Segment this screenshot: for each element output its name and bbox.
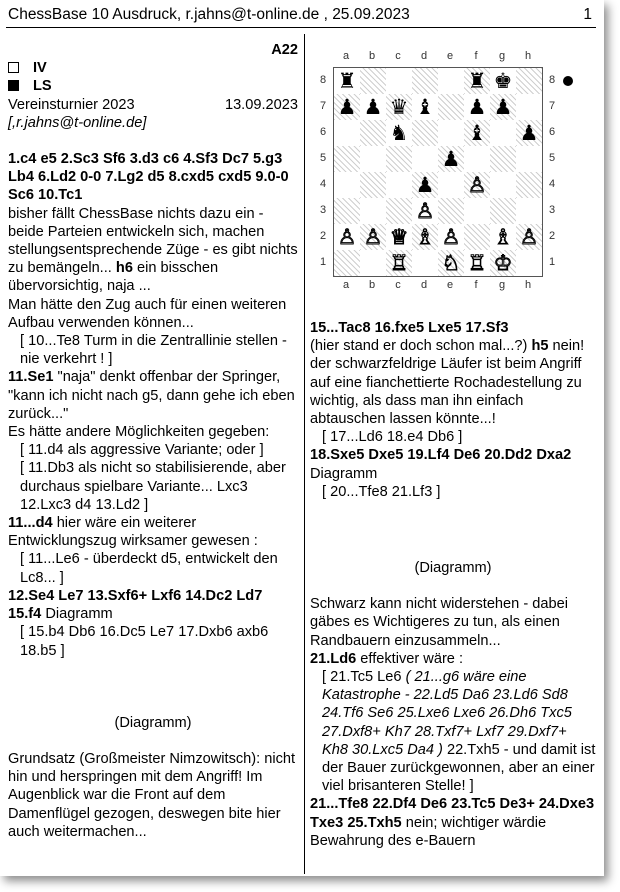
annotation: Schwarz kann nicht widerstehen - dabei gäbes es Wichtigeres zu tun, als einen Randbauern einzusammeln...: [310, 596, 568, 649]
white-player: IV: [8, 59, 298, 77]
rank-label-left: 8: [319, 74, 327, 86]
annotation: Grundsatz (Großmeister Nimzowitsch): nicht hin und herspringen mit dem Angriff! Im Augenblick war die Front auf dem Damenflügel gezogen, deswegen bite hier auch weitermachen...: [8, 750, 296, 840]
board-square-b3: [360, 198, 386, 224]
file-label-top: g: [498, 50, 506, 62]
variation: [ 10...Te8 Turm in die Zentrallinie stellen - nie verkehrt ! ]: [20, 333, 287, 368]
spacer: [310, 577, 596, 595]
board-square-e8: [438, 68, 464, 94]
file-label-top: h: [524, 50, 532, 62]
board-square-f2: [464, 224, 490, 250]
file-label-bottom: d: [420, 279, 428, 291]
board-square-a6: [334, 120, 360, 146]
chess-piece-f1: ♖: [467, 251, 487, 275]
chess-piece-a7: ♟: [337, 95, 357, 119]
file-label-bottom: a: [342, 279, 350, 291]
rank-label-left: 2: [319, 230, 327, 242]
event-line: [8, 96, 298, 114]
board-square-d1: [412, 250, 438, 276]
rank-label-left: 3: [319, 204, 327, 216]
file-label-bottom: g: [498, 279, 506, 291]
file-label-bottom: b: [368, 279, 376, 291]
file-label-top: f: [474, 50, 478, 62]
rank-label-right: 3: [548, 204, 556, 216]
variation: [ 20...Tfe8 21.Lf3 ]: [322, 483, 441, 500]
board-square-c3: [386, 198, 412, 224]
chess-piece-c6: ♞: [389, 121, 409, 145]
board-square-d6: [412, 120, 438, 146]
annotation: 11...d4 hier wäre ein weiterer Entwicklungszug wirksamer gewesen :: [8, 515, 258, 550]
side-to-move-icon: [563, 76, 573, 86]
spacer: [8, 660, 298, 714]
chess-piece-h2: ♙: [519, 225, 539, 249]
rank-label-right: 6: [548, 126, 556, 138]
rank-label-left: 7: [319, 100, 327, 112]
board-square-c8: [386, 68, 412, 94]
variation: [ 11...Le6 - überdeckt d5, entwickelt den Lc8... ]: [20, 551, 278, 586]
chess-piece-c7: ♛: [389, 95, 409, 119]
board-square-e3: [438, 198, 464, 224]
chess-piece-e5: ♟: [441, 147, 461, 171]
chess-piece-a8: ♜: [337, 69, 357, 93]
rank-label-left: 5: [319, 152, 327, 164]
annotation: (hier stand er doch schon mal...?) h5 nein! der schwarzfeldrige Läufer ist beim Angriff auf eine fianchettierte Rochadestellung zu wichtig, als dass man ihn einfach abtauschen lassen könnte...!: [310, 338, 585, 428]
chess-diagram: [310, 48, 600, 294]
board-square-a4: [334, 172, 360, 198]
board-square-h7: [516, 94, 542, 120]
game-date: 13.09.2023: [224, 96, 298, 113]
chess-piece-d3: ♙: [415, 199, 435, 223]
chess-piece-d2: ♗: [415, 225, 435, 249]
move-text: 12.Se4 Le7 13.Sxf6+ Lxf6 14.Dc2 Ld7 15.f4 Diagramm: [8, 587, 263, 623]
annotation: 21.Ld6 effektiver wäre :: [310, 650, 464, 667]
file-label-top: d: [420, 50, 428, 62]
source-line: [,r.jahns@t-online.de]: [8, 114, 147, 131]
annotation: Es hätte andere Möglichkeiten gegeben:: [8, 424, 270, 441]
board-square-b6: [360, 120, 386, 146]
board-square-e6: [438, 120, 464, 146]
header-title: ChessBase 10 Ausdruck, r.jahns@t-online.de , 25.09.2023: [8, 6, 410, 23]
spacer: [8, 732, 298, 750]
board-square-h3: [516, 198, 542, 224]
chess-piece-c1: ♖: [389, 251, 409, 275]
board-square-b8: [360, 68, 386, 94]
board-square-h5: [516, 146, 542, 172]
board-square-h8: [516, 68, 542, 94]
board-square-g4: [490, 172, 516, 198]
eco-code: A22: [271, 42, 298, 58]
board-square-b1: [360, 250, 386, 276]
board-square-e4: [438, 172, 464, 198]
board-square-g3: [490, 198, 516, 224]
white-square-icon: [8, 62, 19, 73]
board-square-d8: [412, 68, 438, 94]
chess-piece-g7: ♟: [493, 95, 513, 119]
variation: [ 11.Db3 als nicht so stabilisierende, aber durchaus spielbare Variante... Lxc3 12.Lxc3 d4 13.Ld2 ]: [20, 460, 286, 513]
annotation: 11.Se1 "naja" denkt offenbar der Springer, "kann ich nicht nach g5, dann gehe ich eben zurück...": [8, 369, 295, 422]
file-label-bottom: f: [474, 279, 478, 291]
board-square-f3: [464, 198, 490, 224]
rank-label-left: 4: [319, 178, 327, 190]
chess-piece-b2: ♙: [363, 225, 383, 249]
diagram-placeholder: (Diagramm): [414, 560, 492, 577]
rank-label-right: 1: [548, 256, 556, 268]
rank-label-left: 6: [319, 126, 327, 138]
board-square-g6: [490, 120, 516, 146]
chess-piece-g2: ♗: [493, 225, 513, 249]
board-square-c5: [386, 146, 412, 172]
chess-piece-e1: ♘: [441, 251, 461, 275]
chess-board: [333, 67, 543, 277]
move-text: 15...Tac8 16.fxe5 Lxe5 17.Sf3: [310, 320, 509, 336]
file-label-top: c: [395, 50, 401, 62]
move-text: 18.Sxe5 Dxe5 19.Lf4 De6 20.Dd2 Dxa2 Diagramm: [310, 447, 572, 482]
chess-piece-g1: ♔: [493, 251, 513, 275]
variation: [ 11.d4 als aggressive Variante; oder ]: [20, 442, 264, 459]
chess-piece-f4: ♙: [467, 173, 487, 197]
chess-piece-h6: ♟: [519, 121, 539, 145]
board-square-a3: [334, 198, 360, 224]
column-divider: [304, 34, 305, 874]
chess-piece-c2: ♕: [389, 225, 409, 249]
file-label-top: a: [342, 50, 350, 62]
move-text: 1.c4 e5 2.Sc3 Sf6 3.d3 c6 4.Sf3 Dc7 5.g3 Lb4 6.Ld2 0-0 7.Lg2 d5 8.cxd5 cxd5 9.0-0 Sc6 10.Tc1: [8, 151, 289, 204]
rank-label-right: 5: [548, 152, 556, 164]
board-square-b4: [360, 172, 386, 198]
rank-label-left: 1: [319, 256, 327, 268]
annotation: bisher fällt ChessBase nichts dazu ein - beide Parteien entwickeln sich, machen stellungsentsprechende Züge - es gibt nichts zu bemängeln... h6 ein bisschen übervorsichtig, naja ...: [8, 205, 298, 295]
board-square-a5: [334, 146, 360, 172]
board-square-h1: [516, 250, 542, 276]
board-square-c4: [386, 172, 412, 198]
rank-label-right: 7: [548, 100, 556, 112]
variation: [ 21.Tc5 Le6 ( 21...g6 wäre eine Katastrophe - 22.Ld5 Da6 23.Ld6 Sd8 24.Tf6 Se6 25.Lxe6 Lxe6 26.Dh6 Txc5 27.Dxf8+ Kh7 28.Txf7+ Lxf7 29.Dxf7+ Kh8 30.Lxc5 Da4 ) 22.Txh5 - und damit ist der Bauer zurückgewonnen, aber an einer viel brisanteren Stelle! ]: [322, 669, 596, 795]
chess-piece-b7: ♟: [363, 95, 383, 119]
black-player: LS: [8, 77, 298, 95]
board-square-a1: [334, 250, 360, 276]
file-label-top: b: [368, 50, 376, 62]
chess-piece-d7: ♝: [415, 95, 435, 119]
spacer: [8, 132, 298, 150]
rank-label-right: 2: [548, 230, 556, 242]
chess-piece-f8: ♜: [467, 69, 487, 93]
board-square-h4: [516, 172, 542, 198]
chess-piece-d4: ♟: [415, 173, 435, 197]
chess-piece-a2: ♙: [337, 225, 357, 249]
right-column: [310, 319, 596, 850]
chess-piece-e2: ♙: [441, 225, 461, 249]
chess-piece-g8: ♚: [493, 69, 513, 93]
chess-piece-f6: ♝: [467, 121, 487, 145]
move-text: 21...Tfe8 22.Df4 De6 23.Tc5 De3+ 24.Dxe3 Txe3 25.Txh5 nein; wichtiger wärdie Bewahrung des e-Bauern: [310, 796, 595, 849]
file-label-top: e: [446, 50, 454, 62]
annotation: Man hätte den Zug auch für einen weiteren Aufbau verwenden können...: [8, 296, 287, 331]
board-square-e7: [438, 94, 464, 120]
file-label-bottom: c: [395, 279, 401, 291]
diagram-placeholder: (Diagramm): [114, 714, 192, 731]
variation: [ 17...Ld6 18.e4 Db6 ]: [322, 429, 463, 446]
board-square-g5: [490, 146, 516, 172]
file-label-bottom: e: [446, 279, 454, 291]
header-rule: [6, 27, 596, 28]
left-column: [8, 41, 298, 841]
event-name: Vereinsturnier 2023: [8, 96, 135, 113]
rank-label-right: 8: [548, 74, 556, 86]
rank-label-right: 4: [548, 178, 556, 190]
variation: [ 15.b4 Db6 16.Dc5 Le7 17.Dxb6 axb6 18.b5 ]: [20, 624, 269, 659]
chess-piece-f7: ♟: [467, 95, 487, 119]
black-square-icon: [8, 80, 19, 91]
board-square-d5: [412, 146, 438, 172]
page-number: 1: [583, 6, 592, 23]
file-label-bottom: h: [524, 279, 532, 291]
page-header: [8, 6, 592, 26]
board-square-b5: [360, 146, 386, 172]
spacer: [310, 501, 596, 559]
board-square-f5: [464, 146, 490, 172]
